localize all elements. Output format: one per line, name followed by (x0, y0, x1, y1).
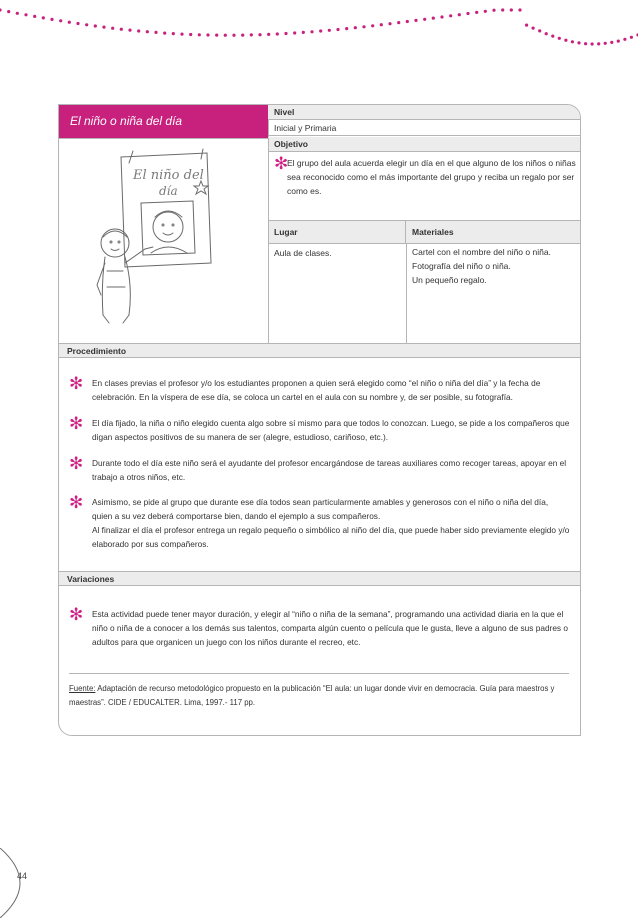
garland-dot (591, 42, 594, 45)
garland-dot (458, 13, 461, 16)
divider (69, 673, 569, 674)
page-number-arc (0, 848, 40, 918)
objetivo-text: El grupo del aula acuerda elegir un día en el que alguno de los niños o niñas sea reconocido como el más importante del grupo y reciba un regalo por ser como es. (287, 158, 576, 196)
garland-dot (137, 29, 140, 32)
garland-dot (492, 9, 495, 12)
bullet-asterisk-icon: ✻ (69, 454, 84, 473)
garland-dot (449, 14, 452, 17)
garland-dot (440, 15, 443, 18)
procedimiento-item-text: Al finalizar el día el profesor entrega un regalo pequeño o simbólico al niño del día, que puede haber sido previamente elegido y/o elaborado por sus compañeros. (92, 525, 570, 549)
garland-dot (102, 26, 105, 29)
procedimiento-item-text: Asimismo, se pide al grupo que durante ese día todos sean particularmente amables y generosos con el niño o niña del día, quien a su vez deberá comportarse bien, dando el ejemplo a sus compañeros. (92, 497, 549, 521)
page-number: 44 (17, 871, 28, 881)
procedimiento-item: Durante todo el día este niño será el ayudante del profesor encargándose de tareas auxiliares como recoger tareas, apoyar en el trabajo a otros niños, etc. (92, 458, 567, 482)
garland-dot (623, 38, 626, 41)
garland-dot (345, 27, 348, 30)
garland-dot (371, 24, 374, 27)
garland-dot (24, 13, 27, 16)
garland-dot (232, 34, 235, 37)
garland-dot (284, 32, 287, 35)
garland-dot (380, 23, 383, 26)
decorative-dotted-garland (0, 0, 638, 60)
garland-dot (224, 34, 227, 37)
materiales-header: Materiales (406, 221, 580, 244)
garland-dot (198, 33, 201, 36)
garland-dot (7, 10, 10, 13)
garland-dot (111, 27, 114, 30)
lugar-header: Lugar (268, 221, 406, 244)
garland-dot (532, 27, 535, 30)
bullet-asterisk-icon: ✻ (69, 493, 84, 512)
materiales-list (406, 245, 580, 287)
garland-dot (76, 22, 79, 25)
column-divider (268, 138, 269, 343)
activity-title-bar (59, 105, 269, 139)
garland-dot (423, 18, 426, 21)
garland-dot (172, 32, 175, 35)
procedimiento-header: Procedimiento (59, 343, 580, 358)
garland-dot (85, 23, 88, 26)
garland-dot (0, 8, 2, 11)
garland-dot (68, 21, 71, 24)
garland-dot (475, 11, 478, 14)
bullet-asterisk-icon: ✻ (69, 374, 84, 393)
garland-dot (336, 28, 339, 31)
garland-dot (397, 21, 400, 24)
garland-dot (406, 20, 409, 23)
garland-dot (584, 42, 587, 45)
garland-dot (293, 31, 296, 34)
garland-dot (558, 37, 561, 40)
source-text: Adaptación de recurso metodológico propuesto en la publicación “El aula: un lugar donde vivir en democracia. Guía para maestros y maestras”. CIDE / EDUCALTER. Lima, 1997.- 117 pp. (69, 684, 555, 707)
lugar-value: Aula de clases. (274, 248, 332, 258)
garland-dot (577, 41, 580, 44)
garland-dot (128, 29, 131, 32)
garland-dot (630, 36, 633, 39)
nivel-value: Inicial y Primaria (268, 121, 580, 136)
garland-dot (163, 31, 166, 34)
garland-dot (258, 33, 261, 36)
activity-title: El niño o niña del día (70, 114, 183, 128)
garland-dot (564, 39, 567, 42)
variaciones-item: Esta actividad puede tener mayor duración, y elegir al “niño o niña de la semana”, programando una actividad diaria en la que el niño o niña de a conocer a los demás sus talentos, comparta algún cuento o película que le gusta, lleve a alguno de sus padres o adultos para que organicen un juego con los niños durante el recreo, etc. (92, 609, 569, 647)
garland-dot (267, 33, 270, 36)
garland-dot (33, 15, 36, 18)
procedimiento-item: En clases previas el profesor y/o los estudiantes proponen a quien será elegido como “el niño o niña del día” y la fecha de celebración. En la víspera de ese día, se coloca un cartel en el aula con su nombre y, de ser posible, su fotografía. (92, 378, 541, 402)
garland-dot (319, 29, 322, 32)
garland-dot (518, 8, 521, 11)
garland-dot (551, 35, 554, 38)
garland-dot (604, 42, 607, 45)
garland-dot (362, 25, 365, 28)
garland-dot (466, 12, 469, 15)
garland-dot (50, 18, 53, 21)
garland-dot (525, 24, 528, 27)
garland-dot (59, 19, 62, 22)
drawing-text: El niño del (133, 168, 204, 183)
garland-dot (597, 42, 600, 45)
garland-dot (328, 29, 331, 32)
garland-dot (414, 19, 417, 22)
garland-dot (617, 40, 620, 43)
source-label: Fuente: (69, 684, 96, 693)
garland-dot (276, 32, 279, 35)
garland-dot (501, 8, 504, 11)
garland-dot (94, 24, 97, 27)
garland-dot (241, 34, 244, 37)
garland-dot (510, 8, 513, 11)
garland-dot (432, 17, 435, 20)
garland-dot (146, 30, 149, 33)
garland-dot (16, 12, 19, 15)
materiales-item: Fotografía del niño o niña. (412, 261, 511, 271)
activity-card (58, 104, 581, 736)
child-with-poster-drawing (89, 145, 239, 330)
nivel-header: Nivel (268, 105, 580, 120)
garland-dot (302, 31, 305, 34)
objetivo-header: Objetivo (268, 137, 580, 152)
garland-dot (538, 29, 541, 32)
column-divider (406, 244, 407, 343)
garland-dot (189, 33, 192, 36)
variaciones-header: Variaciones (59, 571, 580, 586)
garland-dot (610, 41, 613, 44)
garland-dot (545, 32, 548, 35)
garland-dot (484, 10, 487, 13)
garland-dot (206, 33, 209, 36)
drawing-text: día (159, 184, 178, 198)
garland-dot (250, 33, 253, 36)
garland-dot (180, 33, 183, 36)
garland-dot (215, 34, 218, 37)
garland-dot (354, 26, 357, 29)
garland-dot (42, 16, 45, 19)
materiales-item: Un pequeño regalo. (412, 275, 487, 285)
bullet-asterisk-icon: ✻ (69, 414, 84, 433)
bullet-asterisk-icon: ✻ (69, 605, 84, 624)
garland-dot (310, 30, 313, 33)
garland-dot (154, 31, 157, 34)
materiales-item: Cartel con el nombre del niño o niña. (412, 247, 551, 257)
procedimiento-item: El día fijado, la niña o niño elegido cuenta algo sobre sí mismo para que todos lo conozcan. Luego, se pide a los compañeros que digan aspectos positivos de su manera de ser (alegre, estudioso, cariñoso, etc.). (92, 418, 570, 442)
garland-dot (120, 28, 123, 31)
source-note (69, 682, 569, 710)
bullet-asterisk-icon: ✻ (274, 154, 289, 173)
garland-dot (571, 40, 574, 43)
procedimiento-item (92, 495, 570, 551)
garland-dot (388, 22, 391, 25)
